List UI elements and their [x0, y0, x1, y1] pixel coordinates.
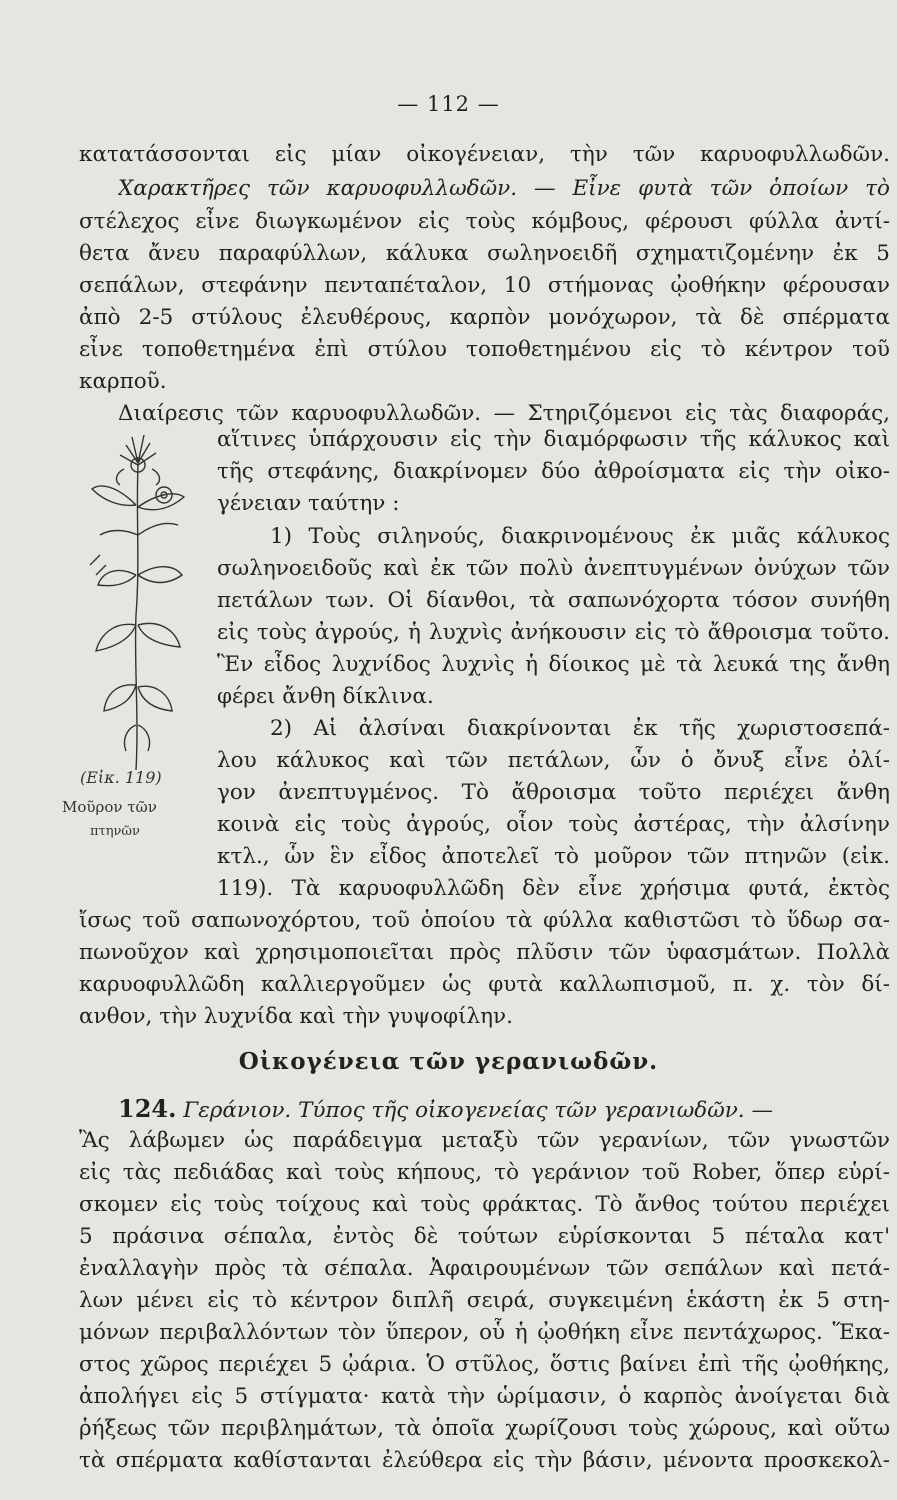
text-line: μόνων περιβαλλόντων τὸν ὕπερον, οὗ ἡ ᾠοθήκη εἶνε πεντάχωρος. Ἕκα-: [79, 1320, 890, 1345]
text-line: ῥήξεως τῶν περιβλημάτων, τὰ ὁποῖα χωρίζουσι τοὺς χώρους, καὶ οὕτω: [79, 1416, 890, 1441]
figure-caption-number: (Εἰκ. 119): [80, 768, 162, 787]
plant-illustration-icon: [86, 425, 196, 785]
text-line: λου κάλυκος καὶ τῶν πετάλων, ὧν ὁ ὄνυξ εἶνε ὀλί-: [217, 748, 890, 773]
text-line: καρυοφυλλῶδη καλλιεργοῦμεν ὡς φυτὰ καλλωπισμοῦ, π. χ. τὸν δί-: [79, 972, 890, 997]
text-line: σεπάλων, στεφάνην πενταπέταλον, 10 στήμονας ᾠοθήκην φέρουσαν: [79, 273, 890, 298]
text-line: εἰς τὰς πεδιάδας καὶ τοὺς κήπους, τὸ γεράνιον τοῦ Rober, ὅπερ εὑρί-: [79, 1160, 890, 1185]
figure-caption-line2: πτηνῶν: [90, 824, 140, 839]
figure-caption-line1: Μοῦρον τῶν: [62, 798, 157, 816]
text-line: καρποῦ.: [79, 369, 167, 394]
text-line: Ἂς λάβωμεν ὡς παράδειγμα μεταξὺ τῶν γερανίων, τῶν γνωστῶν: [79, 1128, 890, 1153]
text-line: τῆς στεφάνης, διακρίνομεν δύο ἀθροίσματα εἰς τὴν οἰκο-: [217, 459, 890, 484]
text-line: στος χῶρος περιέχει 5 ᾠάρια. Ὁ στῦλος, ὅστις βαίνει ἐπὶ τῆς ᾠοθήκης,: [79, 1352, 890, 1377]
text-line: ἀπολήγει εἰς 5 στίγματα· κατὰ τὴν ὡρίμασιν, ὁ καρπὸς ἀνοίγεται διὰ: [79, 1384, 890, 1409]
text-line: ἴσως τοῦ σαπωνοχόρτου, τοῦ ὁποίου τὰ φύλλα καθιστῶσι τὸ ὕδωρ σα-: [79, 908, 890, 933]
text-line: Διαίρεσις τῶν καρυοφυλλωδῶν. — Στηριζόμενοι εἰς τὰς διαφοράς,: [118, 401, 890, 426]
text-line: σκομεν εἰς τοὺς τοίχους καὶ τοὺς φράκτας. Τὸ ἄνθος τούτου περιέχει: [79, 1192, 890, 1217]
text-line: τὰ σπέρματα καθίστανται ἐλεύθερα εἰς τὴν βάσιν, μένοντα προσκεκολ-: [79, 1448, 890, 1473]
text-line: γένειαν ταύτην :: [217, 491, 400, 516]
text-line: 119). Τὰ καρυοφυλλῶδη δὲν εἶνε χρήσιμα φυτά, ἐκτὸς: [217, 876, 890, 901]
section-title: Γεράνιον. Τύπος τῆς οἰκογενείας τῶν γερανιωδῶν. —: [183, 1098, 773, 1123]
page-number: — 112 —: [397, 92, 500, 116]
text-line: 5 πράσινα σέπαλα, ἐντὸς δὲ τούτων εὑρίσκονται 5 πέταλα κατ': [79, 1224, 890, 1249]
text-line: κοινὰ εἰς τοὺς ἀγρούς, οἷον τοὺς ἀστέρας, τὴν ἀλσίνην: [217, 812, 890, 837]
text-line: ανθον, τὴν λυχνίδα καὶ τὴν γυψοφίλην.: [79, 1004, 513, 1029]
text-line: εἶνε τοποθετημένα ἐπὶ στύλου τοποθετημένου εἰς τὸ κέντρον τοῦ: [79, 337, 890, 362]
text-line: 2) Αἱ ἀλσίναι διακρίνονται ἐκ τῆς χωριστοσεπά-: [270, 716, 890, 741]
text-line: ἀπὸ 2-5 στύλους ἐλευθέρους, καρπὸν μονόχωρον, τὰ δὲ σπέρματα: [79, 305, 890, 330]
text-line: κτλ., ὧν ἓν εἶδος ἀποτελεῖ τὸ μοῦρον τῶν πτηνῶν (εἰκ.: [217, 844, 890, 869]
section-heading: Οἰκογένεια τῶν γερανιωδῶν.: [238, 1048, 659, 1075]
text-line: πωνοῦχον καὶ χρησιμοποιεῖται πρὸς πλῦσιν τῶν ὑφασμάτων. Πολλὰ: [79, 940, 890, 965]
text-line: θετα ἄνευ παραφύλλων, κάλυκα σωληνοειδῆ σχηματιζομένην ἐκ 5: [79, 241, 890, 266]
text-line: γον ἀνεπτυγμένος. Τὸ ἄθροισμα τοῦτο περιέχει ἄνθη: [217, 780, 890, 805]
text-line: αἵτινες ὑπάρχουσιν εἰς τὴν διαμόρφωσιν τῆς κάλυκος καὶ: [217, 427, 890, 452]
text-line: στέλεχος εἶνε διωγκωμένον εἰς τοὺς κόμβους, φέρουσι φύλλα ἀντί-: [79, 209, 890, 234]
text-line: σωληνοειδοῦς καὶ ἐκ τῶν πολὺ ἀνεπτυγμένων ὀνύχων τῶν: [217, 556, 890, 581]
text-line: Χαρακτῆρες τῶν καρυοφυλλωδῶν. — Εἶνε φυτὰ τῶν ὁποίων τὸ: [118, 176, 890, 201]
text-line: λων μένει εἰς τὸ κέντρον διπλῆ σειρά, συγκειμένη ἑκάστη ἐκ 5 στη-: [79, 1288, 890, 1313]
text-line: πετάλων των. Οἱ δίανθοι, τὰ σαπωνόχορτα τόσον συνήθη: [217, 588, 890, 613]
text-line: Ἓν εἶδος λυχνίδος λυχνὶς ἡ δίοικος μὲ τὰ λευκά της ἄνθη: [217, 652, 890, 677]
text-line: φέρει ἄνθη δίκλινα.: [217, 684, 434, 709]
text-line: εἰς τοὺς ἀγρούς, ἡ λυχνὶς ἀνήκουσιν εἰς τὸ ἄθροισμα τοῦτο.: [217, 620, 890, 645]
text-line: 1) Τοὺς σιληνούς, διακρινομένους ἐκ μιᾶς κάλυκος: [270, 524, 890, 549]
text-line: κατατάσσονται εἰς μίαν οἰκογένειαν, τὴν τῶν καρυοφυλλωδῶν.: [79, 142, 890, 167]
section-number: 124.: [118, 1094, 177, 1123]
text-line: ἐναλλαγὴν πρὸς τὰ σέπαλα. Ἀφαιρουμένων τῶν σεπάλων καὶ πετά-: [79, 1256, 890, 1281]
section-title-line: [118, 1094, 890, 1124]
